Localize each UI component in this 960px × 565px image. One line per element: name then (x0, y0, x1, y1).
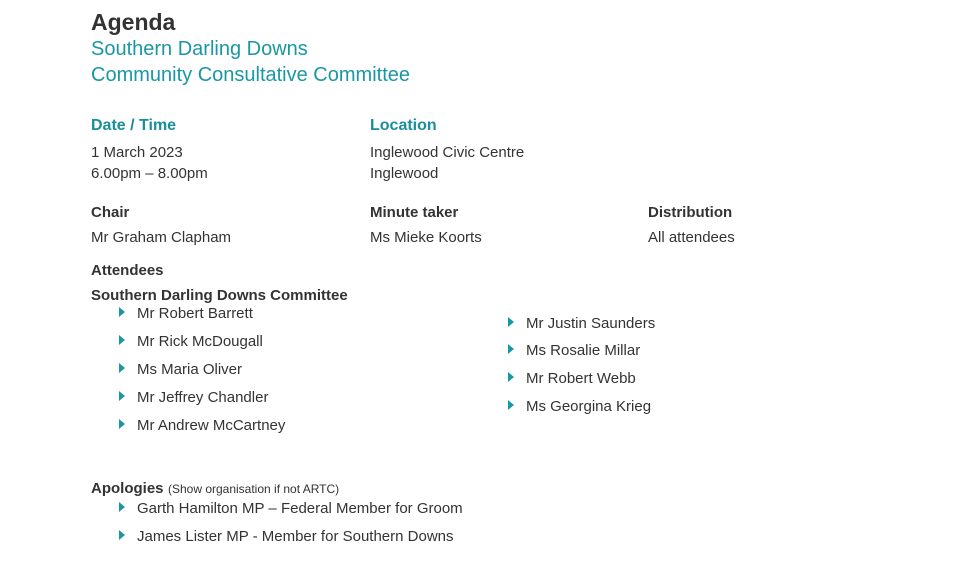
list-item: Garth Hamilton MP – Federal Member for Groom (119, 500, 463, 517)
committee-region: Southern Darling Downs (91, 38, 308, 60)
list-item: Mr Jeffrey Chandler (119, 389, 268, 406)
triangle-bullet-icon (119, 307, 125, 317)
triangle-bullet-icon (119, 335, 125, 345)
meeting-time: 6.00pm – 8.00pm (91, 165, 208, 182)
apologies-note: (Show organisation if not ARTC) (167, 482, 340, 496)
triangle-bullet-icon (119, 530, 125, 540)
list-item: Ms Rosalie Millar (508, 342, 640, 359)
list-item: Ms Georgina Krieg (508, 398, 651, 415)
triangle-bullet-icon (508, 344, 514, 354)
committee-name: Community Consultative Committee (91, 64, 410, 86)
distribution-value: All attendees (648, 229, 735, 246)
triangle-bullet-icon (119, 363, 125, 373)
triangle-bullet-icon (119, 391, 125, 401)
attendees-label: Attendees (91, 262, 164, 279)
chair-value: Mr Graham Clapham (91, 229, 232, 246)
page-title: Agenda (91, 9, 176, 35)
minute-taker-label: Minute taker (370, 204, 459, 221)
committee-group-label: Southern Darling Downs Committee (91, 287, 348, 304)
list-item: Mr Robert Barrett (119, 305, 253, 322)
triangle-bullet-icon (119, 502, 125, 512)
location-town: Inglewood (370, 165, 439, 182)
meeting-date: 1 March 2023 (91, 144, 183, 161)
list-item: Mr Andrew McCartney (119, 417, 285, 434)
minute-taker-value: Ms Mieke Koorts (370, 229, 482, 246)
apologies-label: Apologies (91, 480, 164, 497)
triangle-bullet-icon (508, 317, 514, 327)
list-item: James Lister MP - Member for Southern Downs (119, 528, 454, 545)
triangle-bullet-icon (119, 419, 125, 429)
location-label: Location (370, 117, 437, 134)
list-item: Mr Rick McDougall (119, 333, 263, 350)
triangle-bullet-icon (508, 400, 514, 410)
datetime-label: Date / Time (91, 117, 177, 134)
list-item: Mr Robert Webb (508, 370, 636, 387)
triangle-bullet-icon (508, 372, 514, 382)
location-venue: Inglewood Civic Centre (370, 144, 525, 161)
chair-label: Chair (91, 204, 130, 221)
list-item: Ms Maria Oliver (119, 361, 242, 378)
distribution-label: Distribution (648, 204, 733, 221)
list-item: Mr Justin Saunders (508, 315, 655, 332)
apologies-heading (91, 480, 339, 498)
